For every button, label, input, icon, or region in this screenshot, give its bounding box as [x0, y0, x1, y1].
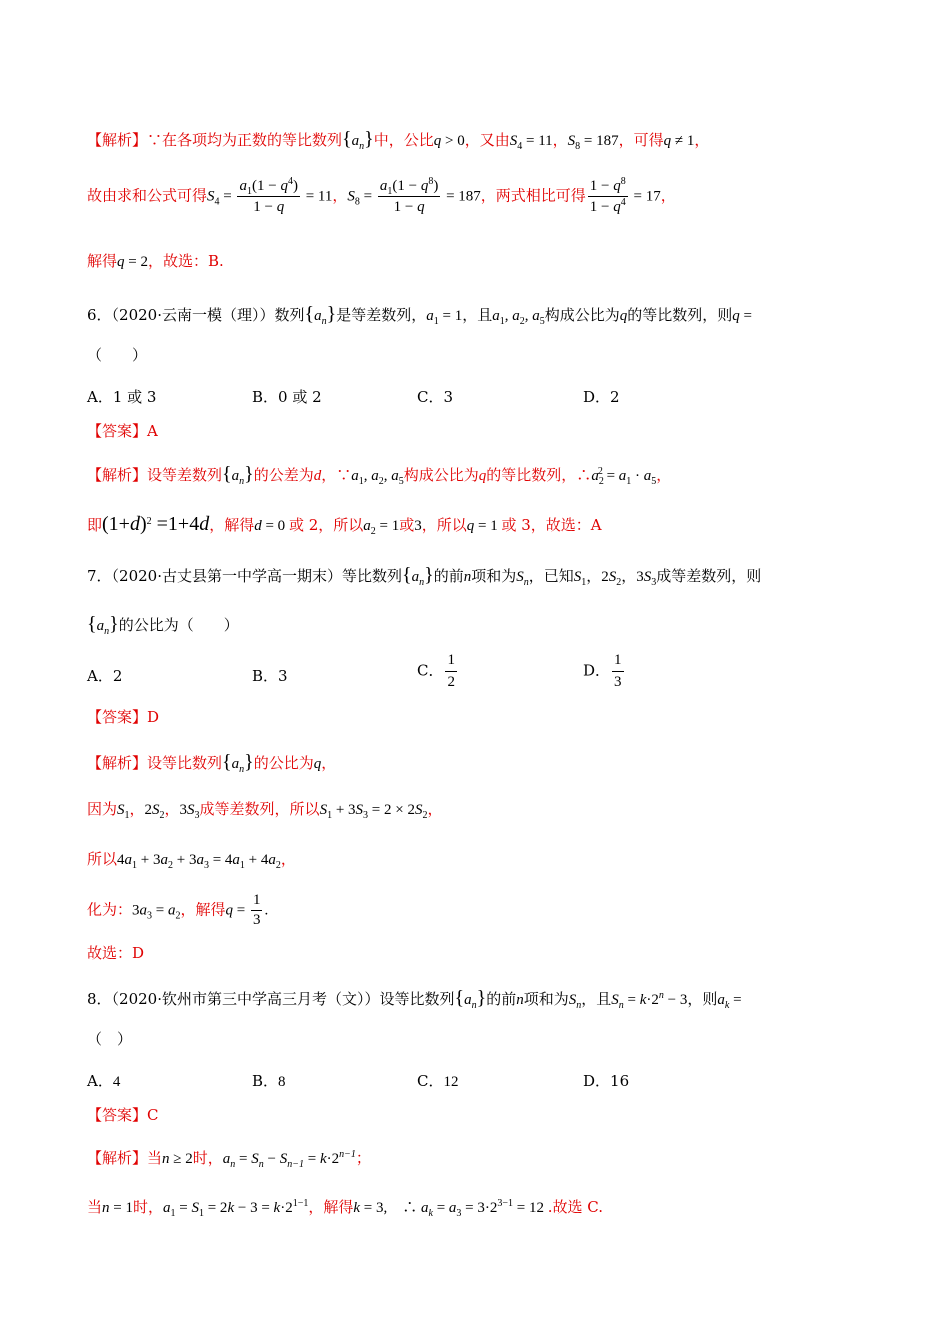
q6-answer: 【答案】A	[87, 422, 158, 440]
q5-analysis-line-2: 故由求和公式可得$S_4$ = $\frac{a_1(1 - q^4)}{1 - q}$ = 11，$S_8$ = $\frac{a_1(1 - q^8)}{1 - q}$ = 187，两式相比可得 $\frac{1 - q^8}{1 - q^4}$ = 17，	[87, 176, 676, 215]
q7-answer: 【答案】D	[87, 708, 160, 726]
q7-stem-2: $\{a_n\}$的公比为（ ）	[87, 613, 239, 637]
q6-analysis-line-1: 【解析】设等差数列$\{a_n\}$的公差为d，$\because a_1$, $a_2$, $a_5$构成公比为q的等比数列，$\therefore a_2^2 = a_1 \cdot a_5$，	[87, 463, 672, 487]
q6-option-b[interactable]: B．0 或 2	[252, 388, 322, 406]
q8-paren: （ ）	[87, 1030, 133, 1048]
q6-option-a[interactable]: A．1 或 3	[87, 388, 157, 406]
q8-analysis-line-1: 【解析】当n ≥ 2时，$a_n = S_n - S_{n-1} = k\cdot 2^{n-1}$；	[87, 1149, 371, 1170]
q7-analysis-line-4: 化为：$3a_3 = a_2$，解得q = $\frac{1}{3}$ .	[87, 892, 269, 928]
q7-analysis-line-3: 所以$4a_1 + 3a_2 + 3a_3 = 4a_1 + 4a_2$，	[87, 850, 296, 871]
q6-stem: 6．（2020·云南一模（理））数列$\{a_n\}$是等差数列，$a_1 = 1$，且$a_1$, $a_2$, $a_5$构成公比为q的等比数列，则q =	[87, 303, 752, 327]
q6-option-c[interactable]: C．3	[417, 388, 454, 406]
q7-analysis-line-1: 【解析】设等比数列$\{a_n\}$的公比为q，	[87, 751, 337, 775]
q8-option-a[interactable]: A．4	[87, 1072, 121, 1090]
q7-option-b[interactable]: B．3	[252, 667, 288, 685]
q8-option-d[interactable]: D．16	[583, 1072, 630, 1090]
q8-analysis-line-2: 当n = 1时，$a_1 = S_1 = 2k - 3 = k\cdot 2^{1-1}$，解得k = 3, ∴ $a_k = a_3 = 3\cdot 2^{3-1} = 12$ .故选 C.	[87, 1198, 603, 1219]
q8-stem: 8．（2020·钦州市第三中学高三月考（文））设等比数列$\{a_n\}$的前n项和为$S_n$，且$S_n = k\cdot 2^n - 3$，则$a_k$ =	[87, 987, 742, 1011]
q7-option-d[interactable]: D． $\frac{1}{3}$	[583, 652, 622, 690]
q6-paren: （ ）	[87, 346, 148, 364]
q7-analysis-line-2: 因为$S_1$，$2S_2$，$3S_3$成等差数列，所以$S_1 + 3S_3 = 2 \times 2S_2$，	[87, 800, 443, 821]
q7-option-c[interactable]: C． $\frac{1}{2}$	[417, 652, 455, 690]
q6-analysis-line-2: 即$(1+d)^2 =1+4d$，解得d = 0 或 2，所以$a_2 = 1$或3，所以q = 1 或 3，故选：A	[87, 513, 602, 537]
q5-analysis-line-1: 【解析】∵在各项均为正数的等比数列$\{a_n\}$中，公比q > 0，又由$S_4 = 11$，$S_8 = 187$，可得q ≠ 1，	[87, 128, 710, 152]
q8-option-b[interactable]: B．8	[252, 1072, 286, 1090]
q8-option-c[interactable]: C．12	[417, 1072, 459, 1090]
q6-option-d[interactable]: D．2	[583, 388, 620, 406]
q8-answer: 【答案】C	[87, 1106, 159, 1124]
q7-analysis-line-5: 故选：D	[87, 944, 145, 962]
q5-analysis-line-3: 解得q = 2，故选：B.	[87, 252, 224, 270]
q7-option-a[interactable]: A．2	[87, 667, 123, 685]
analysis-label: 【解析】	[87, 131, 148, 149]
q7-stem: 7．（2020·古丈县第一中学高一期末）等比数列$\{a_n\}$的前n项和为$S_n$，已知$S_1$，$2S_2$，$3S_3$成等差数列，则	[87, 564, 762, 588]
